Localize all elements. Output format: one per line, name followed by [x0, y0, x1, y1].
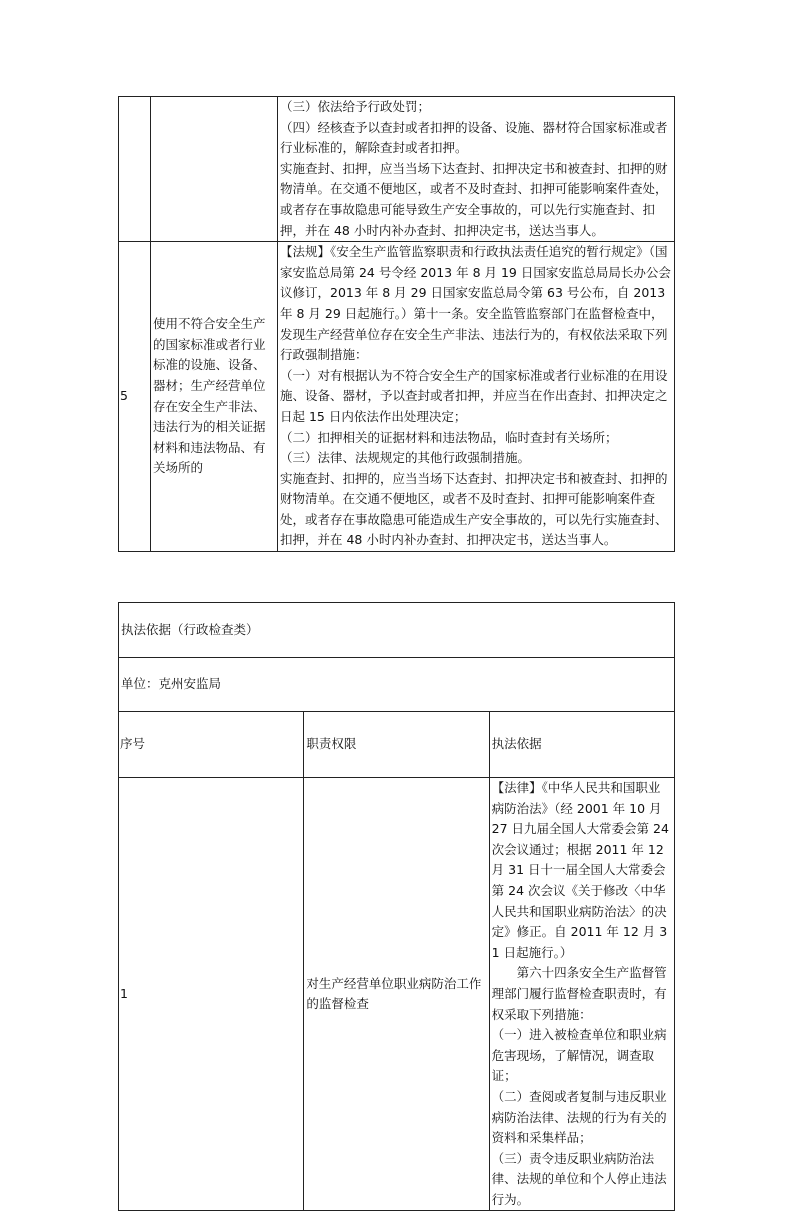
basis-paragraph: 第六十四条安全生产监督管理部门履行监督检查职责时，有权采取下列措施： [491, 965, 667, 1022]
header-duty: 职责权限 [304, 712, 489, 778]
basis-cell [278, 242, 675, 552]
table-row [119, 778, 675, 1211]
basis-paragraph: （二）查阅或者复制与违反职业病防治法律、法规的行为有关的资料和采集样品； [491, 1088, 667, 1146]
duty-cell: 使用不符合安全生产的国家标准或者行业标准的设施、设备、器材；生产经营单位存在安全生产非法、违法行为的相关证据材料和违法物品、有关场所的 [151, 242, 278, 552]
table-row [119, 97, 675, 242]
header-row [119, 712, 675, 778]
basis-paragraph: 【法律】《中华人民共和国职业病防治法》（经 2001 年 10 月 27 日九届全国人大常委会第 24 次会议通过；根据 2011 年 12 月 31 日十一届全国人大常委会第 24 次会议《关于修改〈中华人民共和国职业病防治法〉的决定》修正。自 2011 年 12 月 31 日起施行。） [491, 780, 669, 960]
row-number-cell: 1 [119, 778, 304, 1211]
basis-paragraph: （一）进入被检查单位和职业病危害现场，了解情况，调查取证； [491, 1027, 667, 1084]
basis-paragraph: （三）责令违反职业病防治法律、法规的单位和个人停止违法行为。 [491, 1150, 667, 1207]
basis-paragraph: 实施查封、扣押的，应当当场下达查封、扣押决定书和被查封、扣押的财物清单。在交通不便地区，或者不及时查封、扣押可能影响案件查处，或者存在事故隐患可能造成生产安全事故的，可以先行实施查封、扣押，并在 48 小时内补办查封、扣押决定书，送达当事人。 [280, 470, 668, 548]
row-number-cell: 5 [119, 242, 151, 552]
header-no: 序号 [119, 712, 304, 778]
basis-paragraph: （二）扣押相关的证据材料和违法物品，临时查封有关场所； [280, 429, 618, 445]
basis-paragraph: （四）经核查予以查封或者扣押的设备、设施、器材符合国家标准或者行业标准的，解除查封或者扣押。 [280, 119, 668, 156]
enforcement-table-continued [118, 96, 675, 552]
basis-paragraph: （一）对有根据认为不符合安全生产的国家标准或者行业标准的在用设施、设备、器材，予以查封或者扣押，并应当在作出查封、扣押决定之日起 15 日内依法作出处理决定； [280, 367, 668, 424]
duty-cell: 对生产经营单位职业病防治工作的监督检查 [304, 778, 489, 1211]
unit-label: 单位：克州安监局 [119, 658, 675, 712]
basis-cell [278, 97, 675, 242]
unit-row [119, 658, 675, 712]
table-row [119, 242, 675, 552]
duty-cell [151, 97, 278, 242]
basis-cell [489, 778, 674, 1211]
table-title: 执法依据（行政检查类） [119, 603, 675, 658]
header-basis: 执法依据 [489, 712, 674, 778]
basis-paragraph: 【法规】《安全生产监管监察职责和行政执法责任追究的暂行规定》（国家安监总局第 24 号令经 2013 年 8 月 19 日国家安监总局局长办公会议修订，2013 年 8 月 29 日国家安监总局令第 63 号公布，自 2013 年 8 月 29 日起施行。）第十一条。安全监管监察部门在监督检查中，发现生产经营单位存在安全生产非法、违法行为的，有权依法采取下列行政强制措施： [280, 244, 671, 363]
inspection-basis-table [118, 602, 675, 1211]
basis-paragraph: （三）依法给予行政处罚； [280, 99, 431, 114]
table-title-row [119, 603, 675, 658]
basis-paragraph: 实施查封、扣押，应当当场下达查封、扣押决定书和被查封、扣押的财物清单。在交通不便地区，或者不及时查封、扣押可能影响案件查处，或者存在事故隐患可能导致生产安全事故的，可以先行实施查封、扣押，并在 48 小时内补办查封、扣押决定书，送达当事人。 [280, 160, 668, 238]
row-number-cell [119, 97, 151, 242]
basis-paragraph: （三）法律、法规规定的其他行政强制措施。 [280, 450, 531, 466]
